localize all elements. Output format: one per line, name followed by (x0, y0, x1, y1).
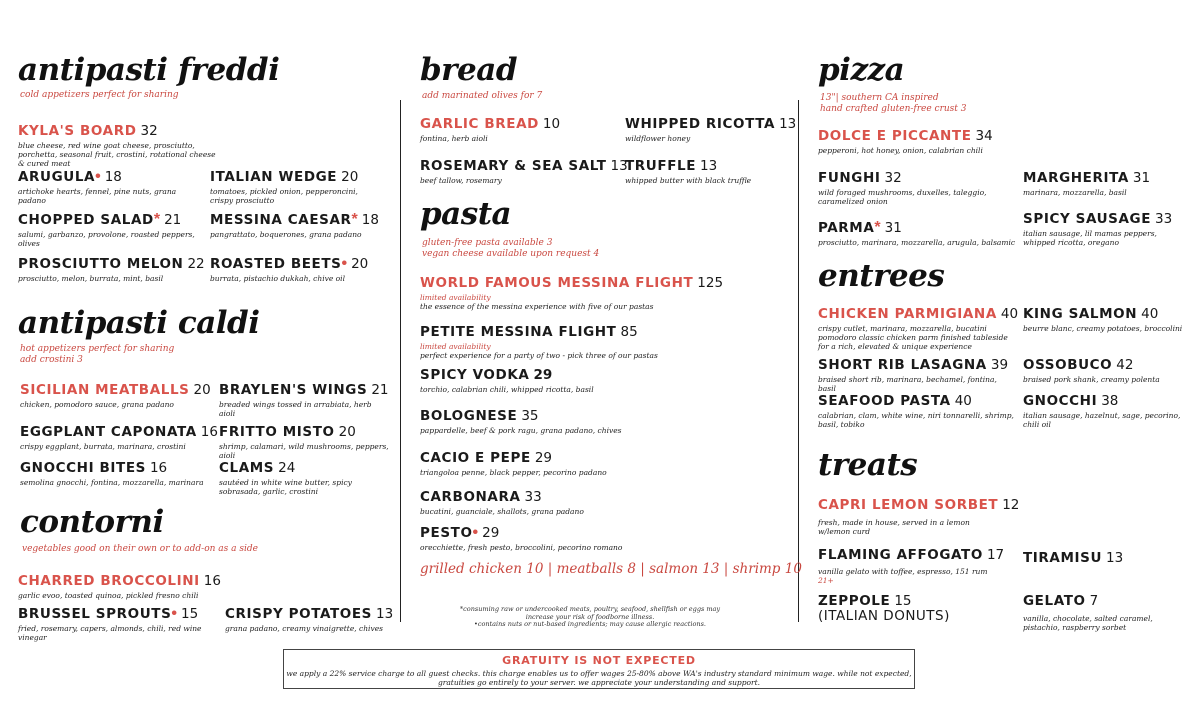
item-name: CHOPPED SALAD (18, 212, 154, 228)
item-name: WORLD FAMOUS MESSINA FLIGHT (420, 275, 694, 291)
menu-item-italian-wedge (210, 169, 380, 205)
item-price: 40 (954, 393, 972, 409)
item-desc: calabrian, clam, white wine, niri tonnarelli, shrimp, basil, tobiko (818, 411, 1014, 429)
item-price: 40 (1000, 306, 1019, 322)
section-title-bread: bread (420, 52, 517, 88)
item-price: 38 (1101, 393, 1119, 409)
menu-item-garlic-bread (420, 116, 620, 143)
item-desc: marinara, mozzarella, basil (1023, 188, 1127, 197)
item-name: FLAMING AFFOGATO (818, 547, 983, 563)
item-name: OSSOBUCO (1023, 357, 1113, 373)
item-price: 13 (610, 158, 628, 174)
menu-item-whipped-ricotta (625, 116, 795, 143)
item-desc: chicken, pomodoro sauce, grana padano (20, 400, 174, 409)
item-name: GARLIC BREAD (420, 116, 539, 132)
item-desc: bucatini, guanciale, shallots, grana padano (420, 507, 584, 516)
section-title-pizza: pizza (818, 52, 905, 88)
item-desc: fried, rosemary, capers, almonds, chili, red wine vinegar (18, 624, 202, 642)
item-price: 13 (779, 116, 797, 132)
item-price: 20 (351, 256, 369, 272)
raw-star: * (351, 211, 358, 228)
item-desc: italian sausage, lil mamas peppers, whipped ricotta, oregano (1023, 229, 1157, 247)
item-subname: (ITALIAN DONUTS) (818, 608, 950, 624)
section-subtitle: add marinated olives for 7 (422, 91, 543, 101)
item-price: 29 (534, 450, 553, 466)
item-price: 18 (104, 169, 122, 185)
gratuity-notice (283, 649, 915, 689)
item-name: WHIPPED RICOTTA (625, 116, 776, 132)
menu-item-rosemary-sea-salt (420, 158, 628, 185)
item-price: 31 (1132, 170, 1151, 186)
item-desc: pepperoni, hot honey, onion, calabrian chili (818, 146, 983, 155)
item-desc: semolina gnocchi, fontina, mozzarella, marinara (20, 478, 204, 487)
raw-star: * (153, 211, 161, 228)
item-price: 34 (975, 128, 993, 144)
section-title-entrees: entrees (818, 258, 945, 294)
item-price: 85 (620, 324, 638, 340)
age-restriction: 21+ (818, 576, 834, 585)
nut-dot: • (95, 168, 101, 185)
menu-item-braylens-wings (219, 382, 389, 418)
item-name: CHARRED BROCCOLINI (18, 573, 200, 589)
item-name: CACIO E PEPE (420, 450, 531, 466)
menu-item-king-salmon (1023, 306, 1183, 333)
menu-item-gnocchi (1023, 393, 1183, 429)
menu-item-truffle (625, 158, 795, 185)
item-name: FRITTO MISTO (219, 424, 335, 440)
item-name: MARGHERITA (1023, 170, 1129, 186)
menu-item-chopped-salad (18, 212, 198, 248)
pasta-addons: grilled chicken 10 | meatballs 8 | salmon 13 | shrimp 10 (420, 561, 802, 577)
menu-item-roasted-beets (210, 256, 380, 283)
menu-item-eggplant-caponata (20, 424, 218, 451)
section-subtitle: 13"| southern CA inspired (820, 93, 939, 103)
section-title-treats: treats (818, 447, 918, 483)
item-name: CAPRI LEMON SORBET (818, 497, 999, 513)
disclaimer-nuts: •contains nuts or nut-based ingredients; may cause allergic reactions. (473, 620, 706, 628)
item-name: BRUSSEL SPROUTS (18, 606, 172, 622)
item-price: 12 (1002, 497, 1020, 513)
menu-item-margherita (1023, 170, 1183, 197)
menu-item-arugula (18, 169, 198, 205)
menu-item-capri-lemon-sorbet (818, 497, 1018, 536)
item-name: PESTO (420, 525, 473, 541)
item-desc: crispy cutlet, marinara, mozzarella, bucatini pomodoro classic chicken parm finished tableside for a rich, elevated & unique experience (818, 324, 1008, 351)
item-price: 125 (697, 275, 724, 291)
section-title-pasta: pasta (420, 196, 512, 232)
menu-item-carbonara (420, 489, 790, 516)
item-name: CHICKEN PARMIGIANA (818, 306, 997, 322)
item-price: 31 (884, 220, 902, 236)
item-price: 20 (341, 169, 359, 185)
section-subtitle: hot appetizers perfect for sharing (20, 344, 175, 354)
item-price: 16 (203, 573, 221, 589)
item-name: PARMA (818, 220, 875, 236)
item-price: 33 (524, 489, 542, 505)
menu-item-brussel-sprouts (18, 606, 228, 642)
item-price: 32 (884, 170, 902, 186)
item-name: ROSEMARY & SEA SALT (420, 158, 607, 174)
item-desc: shrimp, calamari, wild mushrooms, peppers, aioli (219, 442, 389, 460)
column-divider-right (798, 100, 799, 622)
item-price: 13 (700, 158, 718, 174)
item-desc: prosciutto, melon, burrata, mint, basil (18, 274, 164, 283)
item-desc: beef tallow, rosemary (420, 176, 502, 185)
item-desc: blue cheese, red wine goat cheese, prosciutto, porchetta, seasonal fruit, crostini, rotational cheese & cured meat (18, 141, 216, 168)
menu-item-petite-messina-flight (420, 324, 790, 360)
gratuity-title: GRATUITY IS NOT EXPECTED (502, 654, 696, 667)
item-price: 13 (375, 606, 394, 622)
item-name: SEAFOOD PASTA (818, 393, 951, 409)
column-divider-left (400, 100, 401, 622)
item-name: GNOCCHI (1023, 393, 1098, 409)
item-price: 32 (140, 123, 158, 139)
nut-dot: • (472, 524, 479, 541)
item-availability: limited availability (420, 293, 491, 302)
item-price: 22 (187, 256, 205, 272)
menu-item-parma (818, 220, 1018, 247)
menu-item-prosciutto-melon (18, 256, 208, 283)
item-desc: italian sausage, hazelnut, sage, pecorino, chili oil (1023, 411, 1181, 429)
item-desc: fresh, made in house, served in a lemon w/lemon curd (818, 518, 970, 536)
menu-item-dolce-e-piccante (818, 128, 1018, 155)
nut-dot: • (341, 255, 348, 272)
item-desc: pangrattato, boquerones, grana padano (210, 230, 362, 239)
menu-item-crispy-potatoes (225, 606, 395, 633)
section-title-antipasti-caldi: antipasti caldi (18, 305, 260, 341)
item-desc: salumi, garbanzo, provolone, roasted peppers, olives (18, 230, 195, 248)
item-name: MESSINA CAESAR (210, 212, 352, 228)
item-desc: artichoke hearts, fennel, pine nuts, grana padano (18, 187, 177, 205)
menu-item-pesto (420, 525, 790, 552)
item-price: 33 (1155, 211, 1173, 227)
menu-item-short-rib-lasagna (818, 357, 1016, 393)
item-price: 20 (193, 382, 211, 398)
menu-item-fritto-misto (219, 424, 394, 460)
item-desc: triangoloa penne, black pepper, pecorino padano (420, 468, 607, 477)
item-price: 16 (149, 460, 168, 476)
item-name: SHORT RIB LASAGNA (818, 357, 987, 373)
item-name: TIRAMISU (1023, 550, 1103, 566)
item-desc: beurre blanc, creamy potatoes, broccolini (1023, 324, 1183, 333)
menu-item-kylas-board (18, 123, 218, 168)
item-name: BOLOGNESE (420, 408, 518, 424)
item-name: ROASTED BEETS (210, 256, 342, 272)
item-price: 16 (200, 424, 218, 440)
item-desc: fontina, herb aioli (420, 134, 488, 143)
item-price: 29 (482, 525, 500, 541)
raw-star: * (874, 219, 881, 236)
menu-item-chicken-parmigiana (818, 306, 1019, 351)
item-name: ZEPPOLE (818, 593, 891, 609)
menu-item-zeppole (818, 593, 1018, 624)
item-name: SPICY SAUSAGE (1023, 211, 1152, 227)
menu-item-flaming-affogato (818, 547, 1018, 585)
item-name: FUNGHI (818, 170, 881, 186)
menu-item-gnocchi-bites (20, 460, 215, 487)
item-desc: grana padano, creamy vinaigrette, chives (225, 624, 383, 633)
item-price: 7 (1089, 593, 1099, 609)
item-desc: crispy eggplant, burrata, marinara, crostini (20, 442, 186, 451)
item-desc: wildflower honey (625, 134, 691, 143)
item-name: ARUGULA (18, 169, 96, 185)
menu-item-ossobuco (1023, 357, 1183, 384)
section-subtitle-2: hand crafted gluten-free crust 3 (820, 104, 967, 114)
gratuity-text-2: gratuities go entirely to your server. we appreciate your understanding and support. (437, 678, 761, 687)
item-price: 21 (164, 212, 182, 228)
disclaimer-raw: *consuming raw or undercooked meats, poultry, seafood, shellfish or eggs may increase your risk of foodborne illness. (459, 605, 721, 621)
item-price: 17 (986, 547, 1005, 563)
item-name: DOLCE E PICCANTE (818, 128, 972, 144)
item-price: 10 (542, 116, 561, 132)
item-name: PROSCIUTTO MELON (18, 256, 184, 272)
menu-item-gelato (1023, 593, 1183, 632)
menu-item-tiramisu (1023, 550, 1183, 566)
item-name: TRUFFLE (625, 158, 697, 174)
item-desc: prosciutto, marinara, mozzarella, arugula, balsamic (818, 238, 1016, 247)
item-name: SICILIAN MEATBALLS (20, 382, 190, 398)
item-name: EGGPLANT CAPONATA (20, 424, 197, 440)
item-desc: vanilla gelato with toffee, espresso, 151 rum (818, 567, 988, 576)
section-subtitle: gluten-free pasta available 3 (422, 238, 553, 248)
menu-item-charred-broccolini (18, 573, 258, 600)
item-price: 13 (1106, 550, 1124, 566)
item-name: CLAMS (219, 460, 275, 476)
item-desc: tomatoes, pickled onion, pepperoncini, crispy prosciutto (210, 187, 358, 205)
menu-item-seafood-pasta (818, 393, 1016, 429)
menu-item-messina-caesar (210, 212, 380, 239)
item-price: 24 (278, 460, 296, 476)
menu-item-clams (219, 460, 384, 496)
item-desc: burrata, pistachio dukkah, chive oil (210, 274, 345, 283)
item-availability: limited availability (420, 342, 491, 351)
item-name: KING SALMON (1023, 306, 1138, 322)
item-price: 15 (894, 593, 912, 609)
item-price: 18 (361, 212, 379, 228)
item-price: 42 (1116, 357, 1134, 373)
item-desc: breaded wings tossed in arrabiata, herb aioli (219, 400, 372, 418)
item-name: KYLA'S BOARD (18, 123, 137, 139)
section-subtitle: cold appetizers perfect for sharing (20, 90, 179, 100)
menu-item-spicy-vodka (420, 367, 790, 394)
menu-item-funghi (818, 170, 1008, 206)
item-desc: garlic evoo, toasted quinoa, pickled fresno chili (18, 591, 199, 600)
menu-item-world-famous-messina-flight (420, 275, 790, 311)
item-name: BRAYLEN'S WINGS (219, 382, 368, 398)
menu-item-sicilian-meatballs (20, 382, 215, 409)
item-name: GELATO (1023, 593, 1086, 609)
section-subtitle-2: add crostini 3 (20, 355, 83, 365)
item-desc: pappardelle, beef & pork ragu, grana padano, chives (420, 426, 622, 435)
item-name: SPICY VODKA (420, 367, 530, 383)
item-desc: orecchiette, fresh pesto, broccolini, pecorino romano (420, 543, 623, 552)
item-price: 20 (338, 424, 356, 440)
item-price: 15 (181, 606, 199, 622)
item-name: GNOCCHI BITES (20, 460, 146, 476)
item-desc: whipped butter with black truffle (625, 176, 752, 185)
item-desc: wild foraged mushrooms, duxelles, taleggio, caramelized onion (818, 188, 987, 206)
item-desc: the essence of the messina experience with five of our pastas (420, 302, 654, 311)
item-desc: braised short rib, marinara, bechamel, fontina, basil (818, 375, 997, 393)
item-price: 21 (371, 382, 389, 398)
section-title-antipasti-freddi: antipasti freddi (18, 52, 280, 88)
gratuity-text-1: we apply a 22% service charge to all guest checks. this charge enables us to offer wages 25-80% above WA's industry standard minimum wage. while not expected, (286, 669, 912, 678)
item-desc: sautéed in white wine butter, spicy sobrasada, garlic, crostini (219, 478, 352, 496)
item-name: CARBONARA (420, 489, 521, 505)
item-name: PETITE MESSINA FLIGHT (420, 324, 617, 340)
item-price: 40 (1141, 306, 1159, 322)
section-title-contorni: contorni (20, 504, 164, 540)
item-price: 35 (521, 408, 539, 424)
section-subtitle-2: vegan cheese available upon request 4 (422, 249, 600, 259)
item-name: ITALIAN WEDGE (210, 169, 338, 185)
section-subtitle: vegetables good on their own or to add-on as a side (22, 544, 258, 554)
item-desc: vanilla, chocolate, salted caramel, pistachio, raspberry sorbet (1023, 614, 1153, 632)
nut-dot: • (171, 605, 178, 622)
item-desc: perfect experience for a party of two - pick three of our pastas (420, 351, 658, 360)
menu-item-cacio-e-pepe (420, 450, 790, 477)
menu-item-spicy-sausage (1023, 211, 1183, 247)
item-price: 39 (990, 357, 1009, 373)
item-desc: braised pork shank, creamy polenta (1023, 375, 1160, 384)
item-name: CRISPY POTATOES (225, 606, 372, 622)
item-price: 29 (533, 367, 553, 383)
menu-item-bolognese (420, 408, 790, 435)
item-desc: torchio, calabrian chili, whipped ricotta, basil (420, 385, 594, 394)
